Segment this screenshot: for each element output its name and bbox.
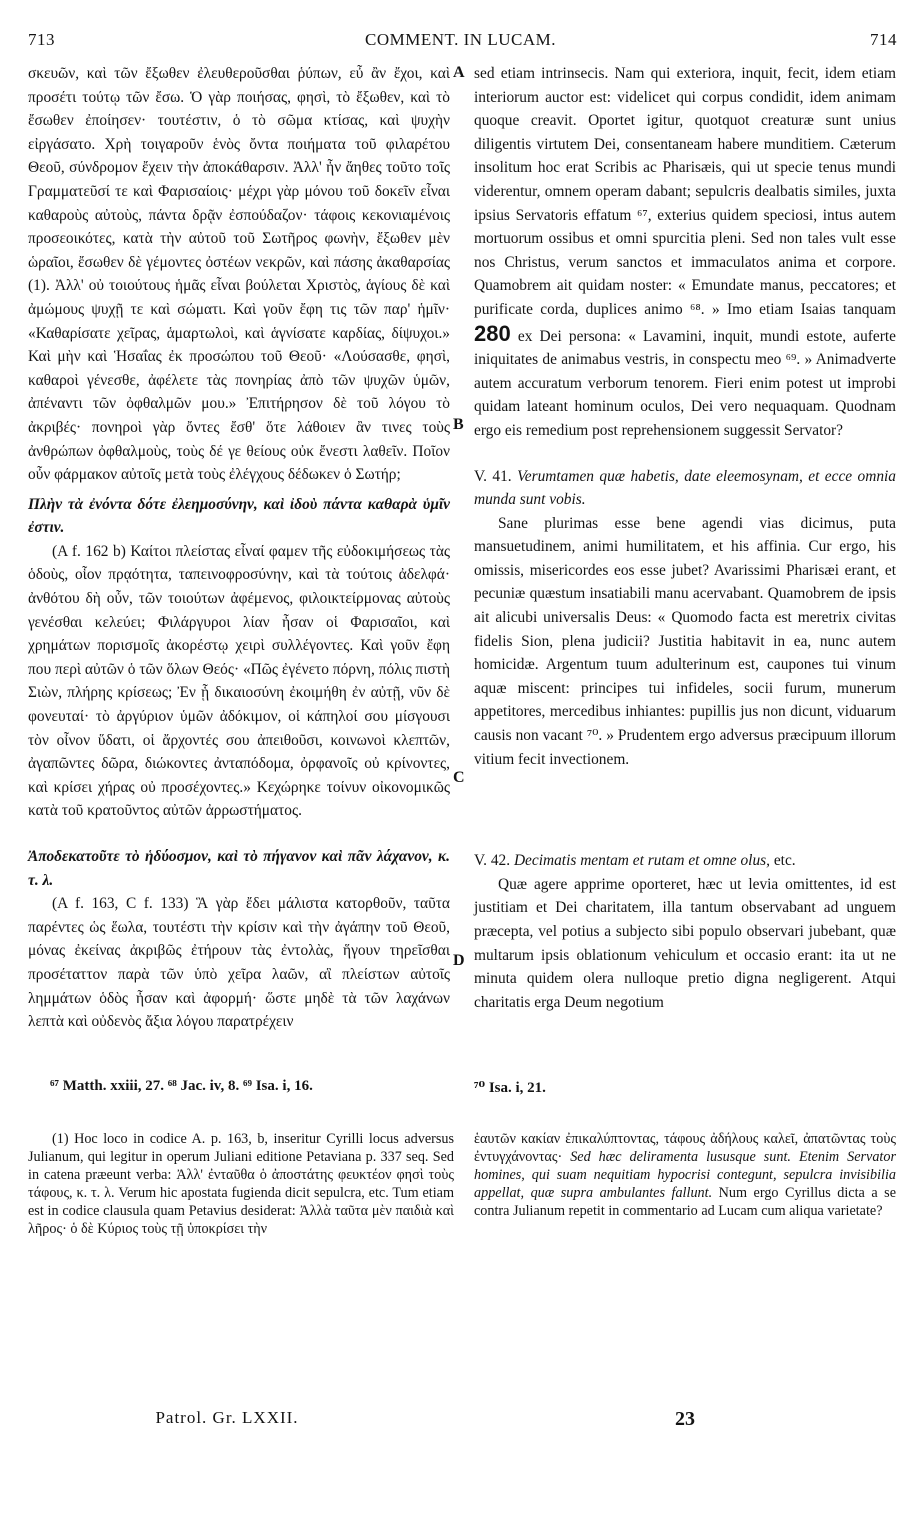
margin-letter-b: B (453, 416, 464, 433)
greek-paragraph-3: (A f. 163, C f. 133) Ἃ γὰρ ἔδει μάλιστα κατορθοῦν, ταῦτα παρέντες ὡς ἕωλα, τουτέστι τὴν κρίσιν καὶ τὴν ἀγάπην τοῦ Θεοῦ, μόνας ἐκείνας ἀκριβῶς ἐτήρουν τὰς ἐντολὰς, ἥγουν τηρεῖσθαι προσέταττον παρὰ τῶν ὑπὸ χεῖρα λαῶν, αἳ πλείστων αὐτοῖς λημμάτων ὁδὸς ἦσαν καὶ ἀφορμή· ὥστε μηδὲ τὰ τῶν λαχάνων λεπτὰ καὶ οὐδενὸς ἄξια λόγου παρατρέχειν (28, 895, 450, 1031)
latin-paragraph-2: Sane plurimas esse bene agendi vias dicimus, puta mansuetudinem, animi humilitatem, et his affinia. Cur ergo, his omissis, misericordes eos esse jubet? Avarissimi Pharisæi erant, et pecuniæ quæstum insatiabili manu acervabant. Quamobrem de ipsis ait alicubi universalis Deus: « Quomodo facta est meretrix civitas fidelis Sion, plena judicii? Justitia habitavit in ea, nunc autem homicidæ. Argentum tuum adulterinum est, caupones tui vinum aquæ miscent: principes tui infideles, socii furum, munerum appetitores, mercedibus inhiantes: pupillis jus non dicunt, viduarum causis non vacant ⁷⁰. » Prudentem ergo adversus præcipuum illorum vitium fecit invectionem. (474, 514, 896, 768)
footnote-1: (1) Hoc loco in codice A. p. 163, b, inseritur Cyrilli locus adversus Julianum, qui legitur in operum Juliani editione Petaviana p. 337 seq. Sed in catena præeunt verba: Ἀλλ' ἐνταῦθα ὁ ἀποστάτης φευκτέον φησὶ τοὺς τάφους, κ. τ. λ. Verum hic apostata fugienda dicit sepulcra, etc. Tum etiam est in codice clausula quam Petavius desiderat: Ἀλλὰ ταῦτα μὲν παιδιὰ καὶ λῆρος· ὁ δὲ Κύριος τοὺς τῇ ὑποκρίσει τὴν (28, 1131, 454, 1237)
greek-paragraph-2: (A f. 162 b) Καίτοι πλείστας εἶναί φαμεν τῆς εὐδοκιμήσεως τὰς ὁδοὺς, οἷον πρᾳότητα, ταπεινοφροσύνην, καὶ τὰ τούτοις ἀδελφά· ἀνθότου δὴ οὖν, τῶν τοιούτων ἀφέμενος, φιλοικτείρμονας αὐτοὺς γενέσθαι κελεύει; Φιλάργυροι λίαν ἦσαν οἱ Φαρισαῖοι, καὶ χρημάτων πορισμοῖς ἀκορέστῳ χειρὶ συλλέγοντες. Καὶ γοῦν ἔφη που περὶ αὐτῶν ὁ τῶν ὅλων Θεός· «Πῶς ἐγένετο πόρνη, πόλις πιστὴ Σιὼν, πλήρης κρίσεως; Ἐν ᾗ δικαιοσύνη ἐκοιμήθη ἐν αὐτῇ, νῦν δὲ φονευταί· τὸ ἀργύριον ὑμῶν ἀδόκιμον, οἱ κάπηλοί σου μίσγουσι τὸν οἶνον ὕδατι, οἱ ἄρχοντές σου ἀπειθοῦσι, κοινωνοὶ κλεπτῶν, ἀγαπῶντες δῶρα, διώκοντες ἀνταπόδομα, ὀρφανοῖς οὐ κρίνοντες, καὶ κρίσει χήρας οὐ προσέχοντες.» Κεχώρηκε τοίνυν οἰκονομικῶς κατὰ τοῦ κρατοῦντος αὐτῶν ἀρρωστήματος. (28, 542, 450, 820)
footnote-latin-italic: Sed hæc deliramenta lususque sunt. Etenim Servator homines, qui suam nequitiam hypocrisi contegunt, sepulcra invisibilia appellat, quæ supra ambulantes fallunt. (474, 1149, 896, 1201)
footnote-continuation (474, 1130, 896, 1220)
latin-lemma-2-text: Decimatis mentam et rutam et omne olus, (513, 852, 770, 870)
scripture-references-right: ⁷⁰ Isa. i, 21. (474, 1080, 546, 1096)
latin-paragraph-1a: sed etiam intrinsecis. Nam qui exteriora, inquit, fecit, idem etiam interiorum auctor est: videlicet qui corpus condidit, idem animam quoque creavit. Oportet igitur, quotquot creaturæ sunt unius diligentis virtutem Dei, consentaneam habere munditiem. Cæterum insolitum hoc erat Scribis ac Pharisæis, qui ut specie tenus mundi viderentur, omnem operam dabant; sepulcris dealbatis similes, juxta ipsius Servatoris effatum ⁶⁷, exterius quidem speciosi, intus autem mortuorum ossibus et omni spurcitia pleni. Sed non tales vult esse nos Christus, verum sanctos et immaculatos anima et corpore. Quamobrem ait quidam noster: « Emundate manus, peccatores; et purificate corda, duplices animo ⁶⁸. » Imo etiam Isaias tanquam (474, 65, 896, 318)
latin-paragraph-1 (474, 62, 896, 443)
latin-paragraph-3: Quæ agere apprime oporteret, hæc ut levia omittentes, id est justitiam et Dei charitatem, illa tantum observabant ad unguem præcepta, vel potius a subjecto sibi populo observari jubebant, quæ multarum ipsis oblationum vehiculum et occasio erant: ita ut ne minuta quidem olera nulloque pretio digna negligerent. Atqui charitatis erga Deum negotium (474, 875, 896, 1011)
greek-paragraph-1: σκευῶν, καὶ τῶν ἔξωθεν ἐλευθεροῦσθαι ῥύπων, εὖ ἂν ἔχοι, καὶ προσέτι τούτῳ τῶν ἔσω. Ὁ γὰρ ποιήσας, φησὶ, τὸ ἔξωθεν, καὶ τὸ ἔσωθεν ἐποίησεν· τουτέστιν, ὁ τὸ σῶμα κτίσας, καὶ ψυχὴν εἰργάσατο. Χρὴ τοιγαροῦν ἑνὸς ὄντα ποιήματα τοῦ φιλαρέτου Θεοῦ, σύνδρομον ἔχειν τὴν ἀποκάθαρσιν. Ἀλλ' ἦν ἄηθες τοῦτο τοῖς Γραμματεῦσί τε καὶ Φαρισαίοις· μέχρι γὰρ μόνου τοῦ δοκεῖν εἶναι καθαροὺς αὐτοὺς, πάντα δρᾷν ἐσπούδαζον· τάφοις κεκονιαμένοις προσεοικότες, κατὰ τὴν αὐτοῦ τοῦ Σωτῆρος φωνὴν, ἔξωθεν μὲν ὡραῖοι, ἔσωθεν δὲ γέμοντες ὀστέων νεκρῶν, καὶ πάσης ἀκαθαρσίας (1). Ἀλλ' οὐ τοιούτους ἡμᾶς εἶναι βούλεται Χριστὸς, ἁγίους δὲ καὶ ἀμώμους ψυχῇ τε καὶ σώματι. Καὶ γοῦν ἔφη τις τῶν παρ' ἡμῖν· «Καθαρίσατε χεῖρας, ἁμαρτωλοὶ, καὶ ἁγνίσατε καρδίας, δίψυχοι.» Καὶ μὴν καὶ Ἡσαΐας ἐκ προσώπου τοῦ Θεοῦ· «Λούσασθε, φησὶ, καθαροὶ γένεσθε, ἀφέλετε τὰς πονηρίας ἀπὸ τῶν ψυχῶν ὑμῶν, ἀπέναντι τῶν ὀφθαλμῶν μου.» Ἐπιτήρησον δὲ τοῦ λόγου τὸ ἀκριβές· πονηροὶ γὰρ ὄντες ἔσθ' ὅτε λάθοιεν ἂν τινες τοὺς ἀνθρώπων ὀφθαλμοὺς, τοὺς δέ γε θείους οὐκ ἔνεστι λαθεῖν. Ποῖον οὖν φάρμακον αὐτοῖς μετὰ τοὺς ἐλέγχους δέδωκεν ὁ Σωτήρ; (28, 65, 450, 484)
page-number-right: 714 (870, 30, 897, 49)
running-title: COMMENT. IN LUCAM. (365, 30, 556, 49)
series-signature: Patrol. Gr. LXXII. (155, 1408, 299, 1427)
footnote-left (28, 1130, 454, 1238)
latin-lemma-2 (474, 849, 896, 873)
latin-lemma-2-tail: etc. (773, 852, 796, 870)
column-number: 280 (474, 320, 511, 346)
scripture-references-left: ⁶⁷ Matth. xxiii, 27. ⁶⁸ Jac. iv, 8. ⁶⁹ Isa. i, 16. (50, 1078, 313, 1094)
latin-lemma-1-text: Verumtamen quæ habetis, date eleemosynam, et ecce omnia munda sunt vobis. (474, 467, 896, 509)
footnote-right (474, 1130, 896, 1220)
greek-column (28, 62, 450, 1034)
latin-lemma-1 (474, 465, 896, 512)
footnote-greek: ἑαυτῶν κακίαν ἐπικαλύπτοντας, τάφους ἀδήλους καλεῖ, ἀπατῶντας τοὺς ἐντυγχάνοντας· (474, 1131, 896, 1165)
latin-paragraph-1b: ex Dei persona: « Lavamini, inquit, mundi estote, auferte iniquitates de animabus vestris, in conspectu meo ⁶⁹. » Animadverte autem accuratum verborum tenorem. Fieri enim potest ut improbi quidam lateant hominum oculos, Dei vero nequaquam. Quodnam ergo eis remedium post reprehensionem suggessit Servator? (474, 327, 896, 439)
footnote-tail: Num ergo Cyrillus dicta a se contra Julianum repetit in commentario ad Lucam cum aliqua varietate? (474, 1185, 897, 1219)
gathering-number: 23 (675, 1408, 695, 1430)
margin-letter-c: C (453, 769, 465, 786)
latin-column (474, 62, 896, 1014)
latin-lemma-2-number: V. 42. (474, 852, 511, 870)
page-number-left: 713 (28, 30, 55, 49)
margin-letter-d: D (453, 952, 465, 969)
greek-lemma-2: Ἀποδεκατοῦτε τὸ ἡδύοσμον, καὶ τὸ πήγανον καὶ πᾶν λάχανον, κ. τ. λ. (28, 848, 450, 889)
latin-lemma-1-number: V. 41. (474, 467, 512, 485)
margin-letter-a: A (453, 64, 465, 81)
greek-lemma-1: Πλὴν τὰ ἐνόντα δότε ἐλεημοσύνην, καὶ ἰδοὺ πάντα καθαρὰ ὑμῖν ἐστιν. (28, 495, 450, 537)
